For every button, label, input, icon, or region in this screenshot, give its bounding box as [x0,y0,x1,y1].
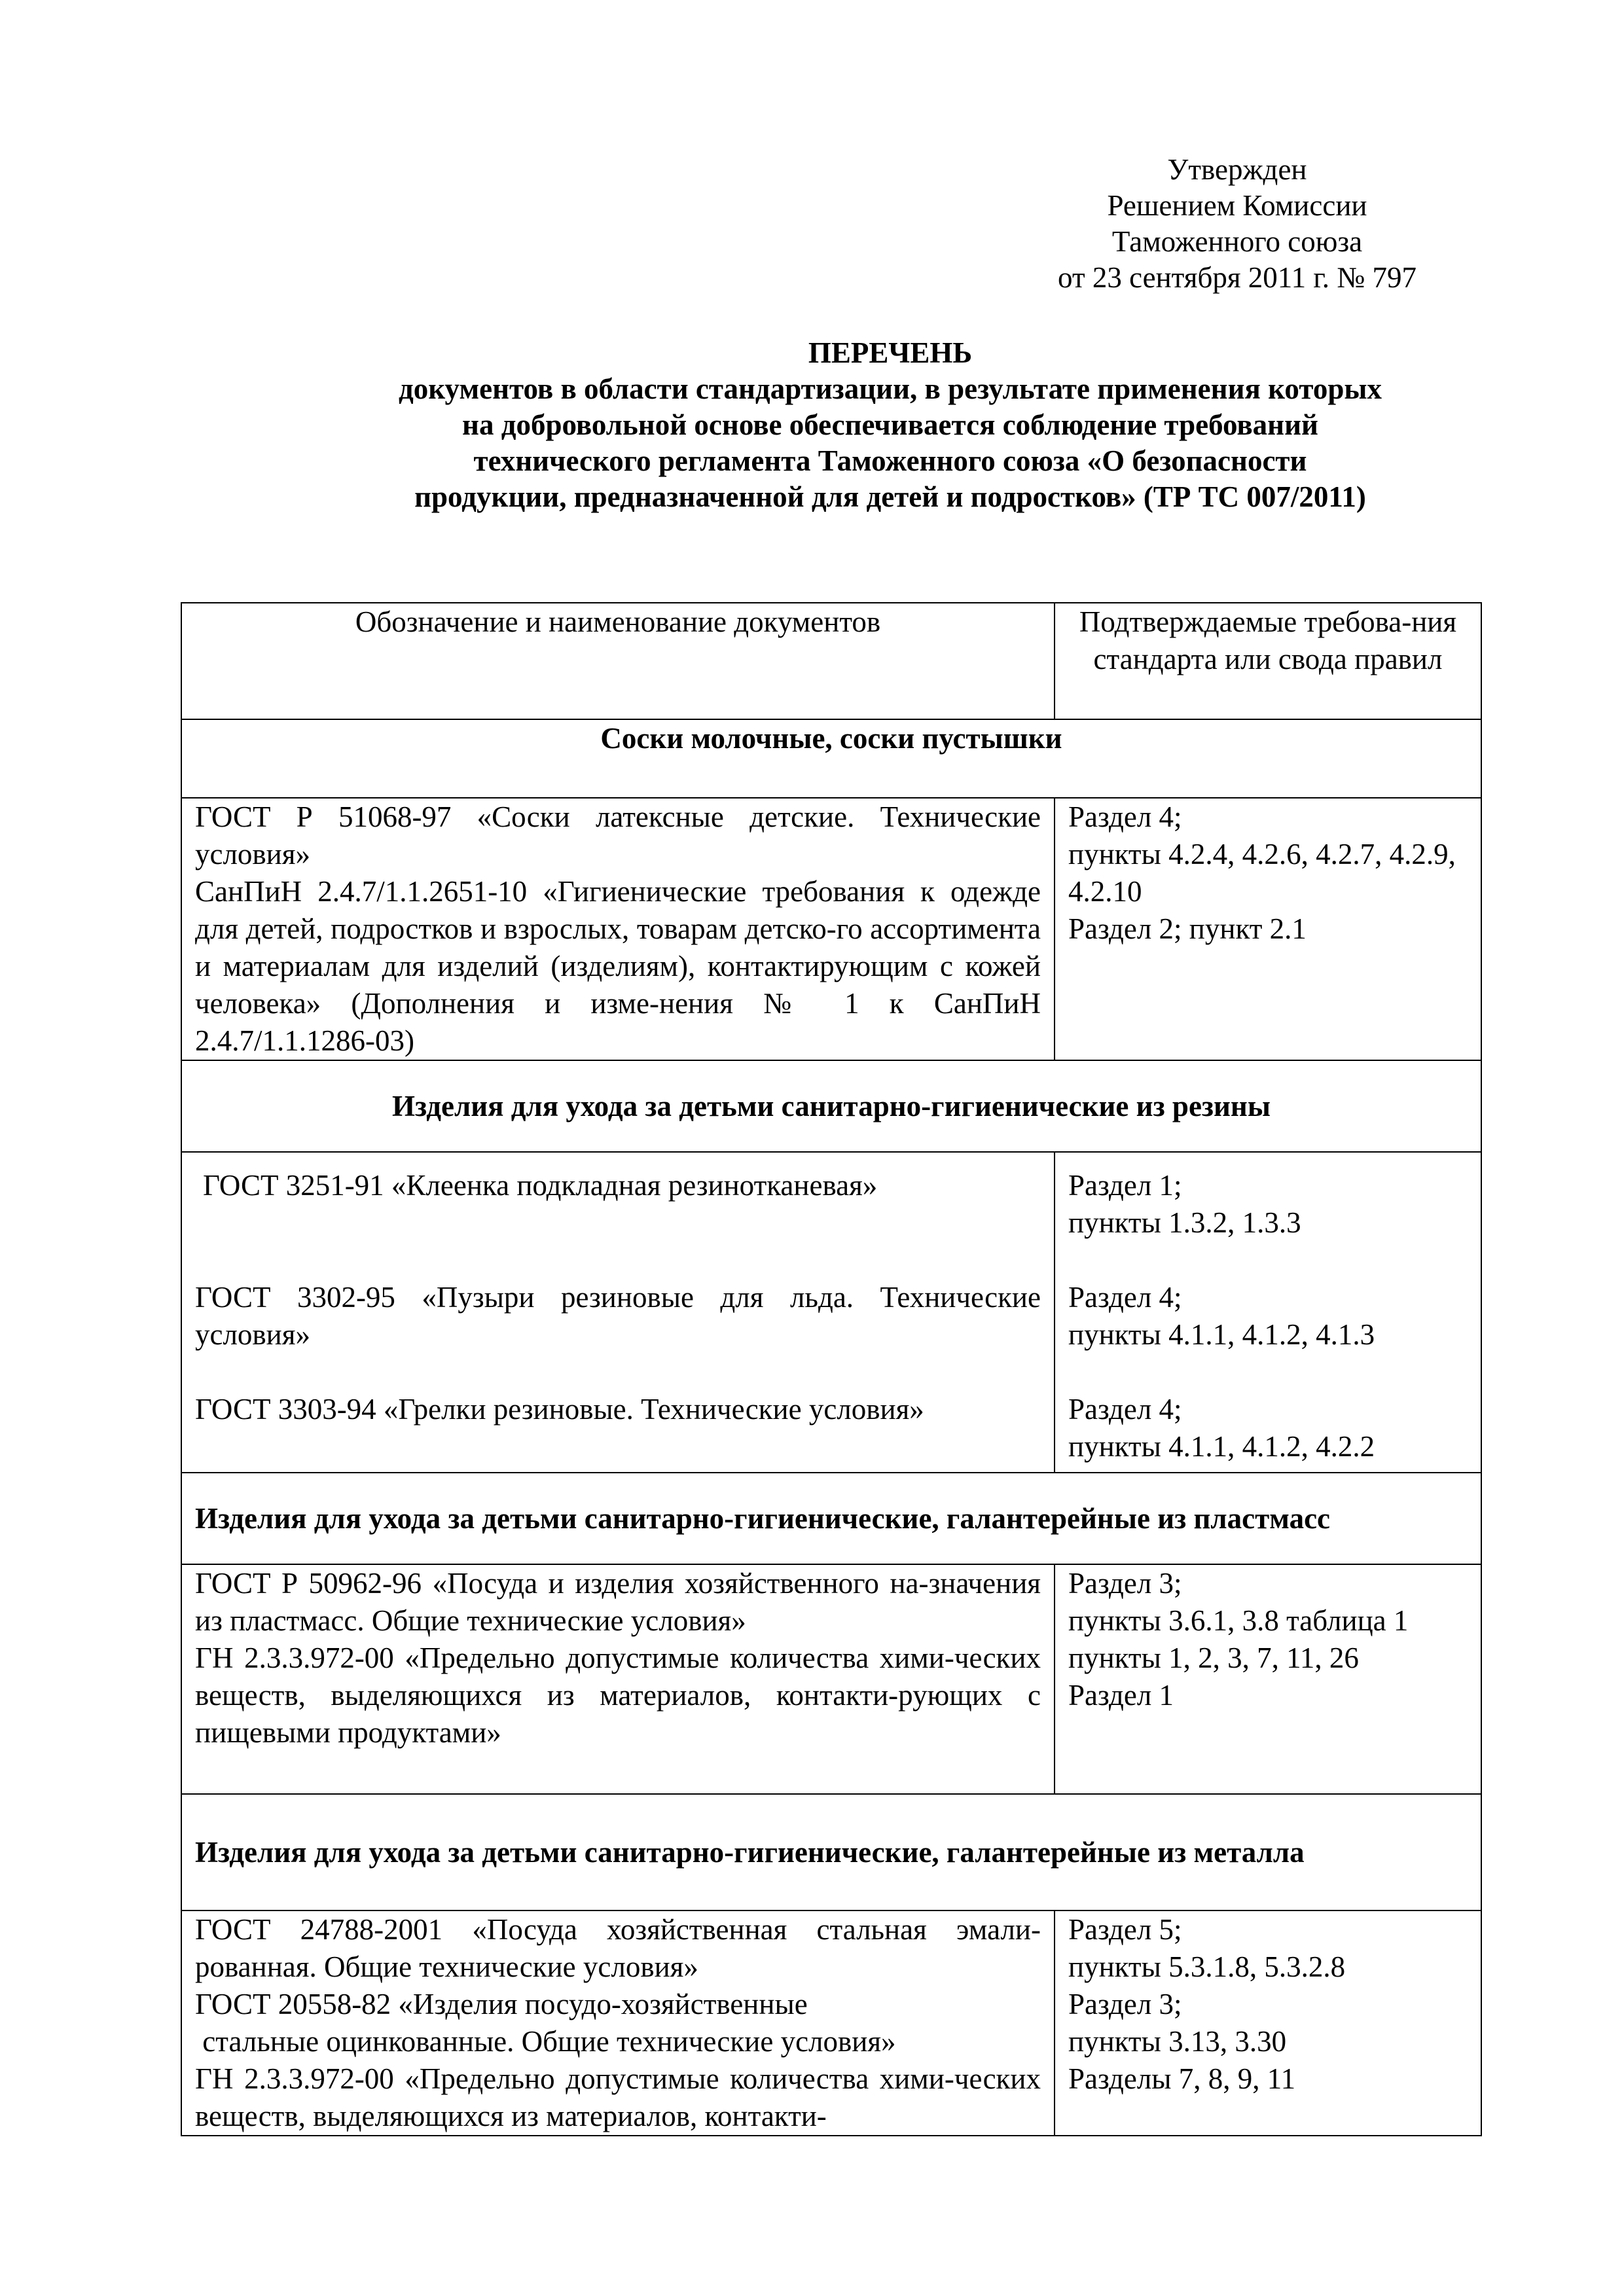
document-entry: ГОСТ 3302-95 «Пузыри резиновые для льда. Технические условия» [195,1281,1041,1351]
requirement-line: Раздел 5; [1068,1913,1182,1946]
approval-line: Утвержден [1167,153,1307,186]
requirements-cell [1055,1564,1481,1794]
requirement-line: пункты 1, 2, 3, 7, 11, 26 [1068,1641,1359,1674]
section-row [181,1060,1481,1152]
document-entry: ГОСТ 24788-2001 «Посуда хозяйственная стальная эмали-рованная. Общие технические условия» [195,1913,1041,1983]
document-entry: ГОСТ Р 51068-97 «Соски латексные детские. Технические условия» [195,800,1041,870]
requirement-line: Раздел 4; [1068,1281,1182,1314]
section-row [181,719,1481,798]
section-title: Изделия для ухода за детьми санитарно-гигиенические, галантерейные из металла [181,1794,1481,1910]
requirement-line: пункты 3.6.1, 3.8 таблица 1 [1068,1604,1409,1637]
requirement-line: Раздел 4; [1068,1393,1182,1426]
table-row [181,1152,1481,1473]
document-entry: ГН 2.3.3.972-00 «Предельно допустимые количества хими-ческих веществ, выделяющихся из материалов, контакти-рующих с пищевыми продуктами» [195,1641,1041,1749]
requirements-cell [1055,1910,1481,2136]
approval-line: Таможенного союза [1111,225,1363,258]
table-row [181,798,1481,1060]
document-entry: ГОСТ Р 50962-96 «Посуда и изделия хозяйственного на-значения из пластмасс. Общие технические условия» [195,1567,1041,1637]
requirement-line: пункты 4.1.1, 4.1.2, 4.2.2 [1068,1430,1375,1463]
requirement-line: Раздел 4; [1068,800,1182,833]
document-title: ПЕРЕЧЕНЬ [808,336,973,369]
document-entry: стальные оцинкованные. Общие технические условия» [195,2025,896,2058]
column-header-requirements: Подтверждаемые требова-ния стандарта или свода правил [1055,603,1481,719]
heading-line: продукции, предназначенной для детей и подростков» (ТР ТС 007/2011) [414,480,1366,513]
spacer [195,1204,1041,1279]
document-heading [288,335,1492,515]
document-entry: ГОСТ 3303-94 «Грелки резиновые. Технические условия» [195,1393,924,1426]
requirement-line: Разделы 7, 8, 9, 11 [1068,2062,1296,2095]
requirement-line: Раздел 2; пункт 2.1 [1068,912,1307,945]
approval-line: Решением Комиссии [1107,189,1367,222]
documents-table [181,602,1482,2136]
section-row [181,1794,1481,1910]
requirement-line: Раздел 1 [1068,1679,1174,1712]
spacer [1068,1354,1468,1391]
document-entry: ГН 2.3.3.972-00 «Предельно допустимые количества хими-ческих веществ, выделяющихся из материалов, контакти- [195,2062,1041,2132]
section-row [181,1473,1481,1564]
heading-line: технического регламента Таможенного союза «О безопасности [473,444,1307,477]
heading-line: на добровольной основе обеспечивается соблюдение требований [462,408,1318,441]
spacer [1068,1242,1468,1279]
section-title: Соски молочные, соски пустышки [181,719,1481,798]
table-header-row [181,603,1481,719]
requirement-line: Раздел 3; [1068,1988,1182,2020]
requirement-line: пункты 5.3.1.8, 5.3.2.8 [1068,1950,1346,1983]
documents-cell [181,1564,1055,1794]
requirement-line: пункты 1.3.2, 1.3.3 [1068,1206,1301,1239]
document-entry: ГОСТ 20558-82 «Изделия посудо-хозяйственные [195,1988,808,2020]
table-row [181,1564,1481,1794]
requirement-line: Раздел 3; [1068,1567,1182,1600]
documents-cell [181,1152,1055,1473]
documents-cell [181,798,1055,1060]
section-title: Изделия для ухода за детьми санитарно-гигиенические, галантерейные из пластмасс [181,1473,1481,1564]
requirement-line: пункты 4.2.4, 4.2.6, 4.2.7, 4.2.9, 4.2.10 [1068,838,1456,908]
spacer [195,1354,1041,1391]
requirement-line: пункты 3.13, 3.30 [1068,2025,1287,2058]
heading-line: документов в области стандартизации, в результате применения которых [398,372,1382,405]
requirements-cell [1055,798,1481,1060]
approval-block [995,152,1479,296]
section-title: Изделия для ухода за детьми санитарно-гигиенические из резины [181,1060,1481,1152]
requirements-cell [1055,1152,1481,1473]
documents-cell [181,1910,1055,2136]
document-entry: СанПиН 2.4.7/1.1.2651-10 «Гигиенические требования к одежде для детей, подростков и взрослых, товарам детско-го ассортимента и материалам для изделий (изделиям), контактирующим с кожей человека» (Дополнения и изме-нения № 1 к СанПиН 2.4.7/1.1.1286-03) [195,875,1041,1057]
approval-line: от 23 сентября 2011 г. № 797 [1058,261,1416,294]
requirement-line: Раздел 1; [1068,1169,1182,1202]
column-header-documents: Обозначение и наименование документов [181,603,1055,719]
table-row [181,1910,1481,2136]
document-entry: ГОСТ 3251-91 «Клеенка подкладная резинотканевая» [203,1169,878,1202]
requirement-line: пункты 4.1.1, 4.1.2, 4.1.3 [1068,1318,1375,1351]
